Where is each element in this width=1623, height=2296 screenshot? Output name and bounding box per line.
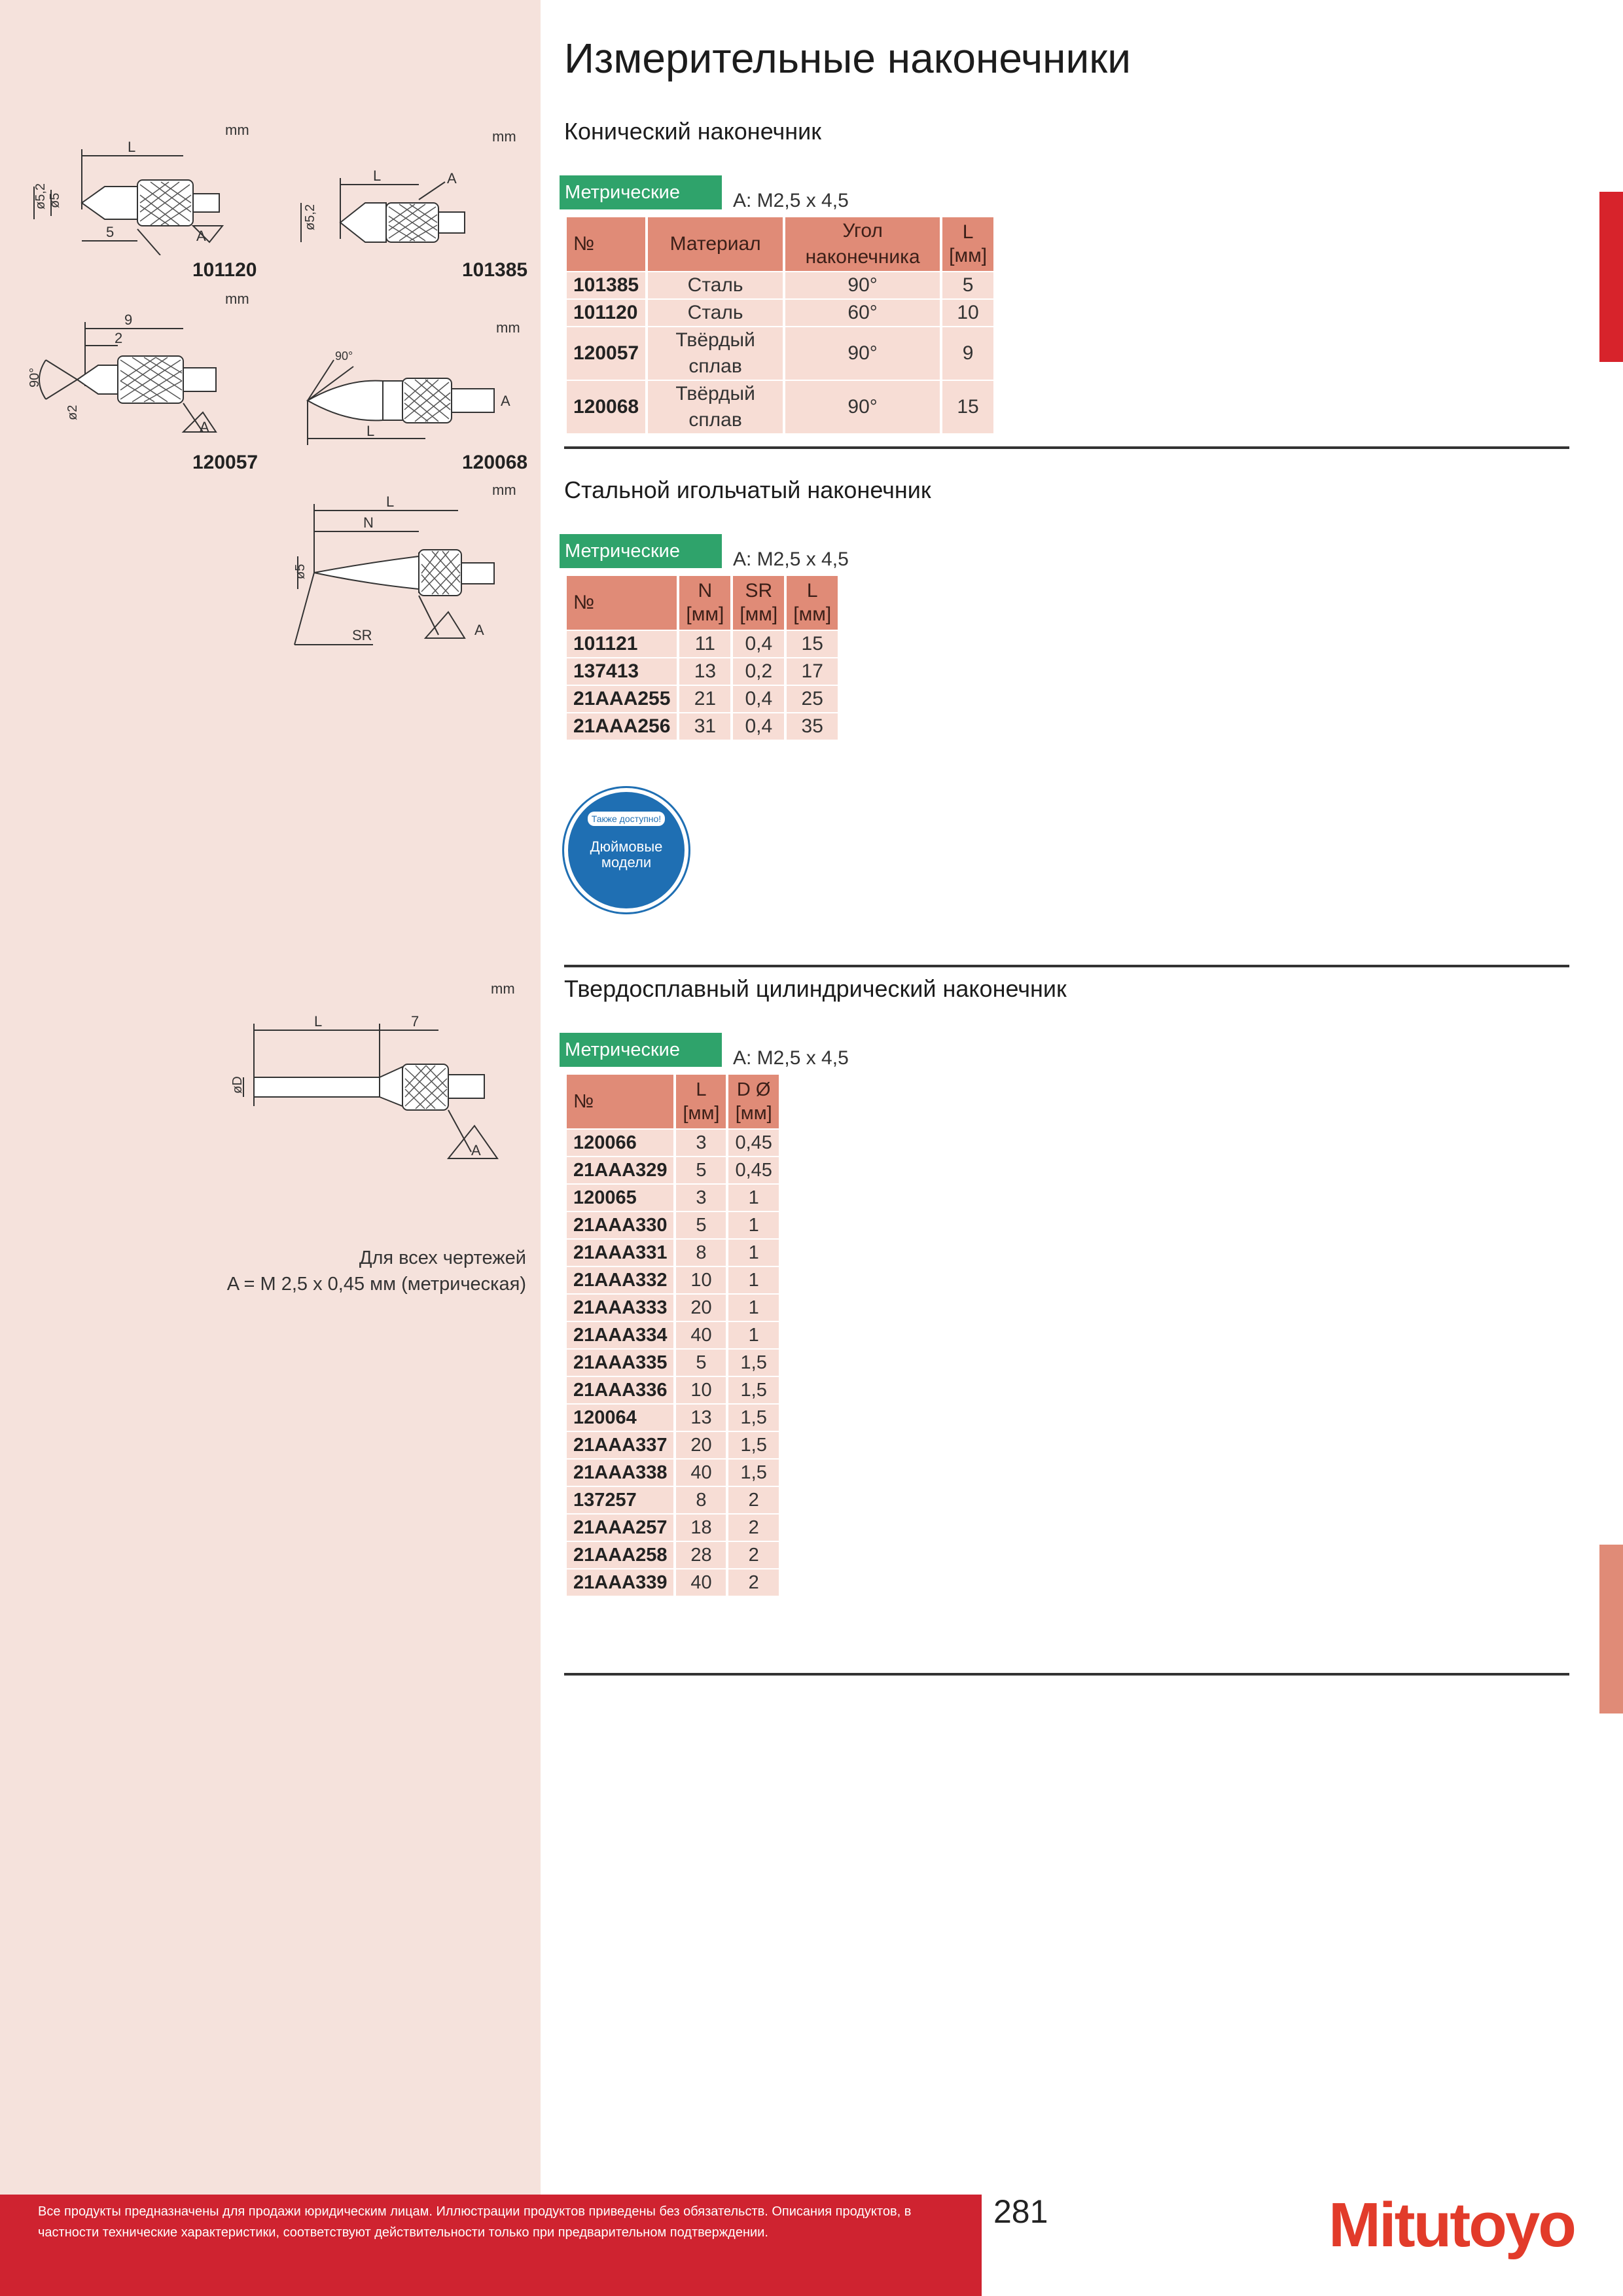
svg-text:90°: 90°	[335, 350, 353, 363]
svg-text:A: A	[501, 393, 510, 409]
unit-label: mm	[492, 128, 516, 145]
col-header: Угол наконечника	[785, 217, 940, 271]
section-title-conical: Конический наконечник	[564, 118, 822, 145]
svg-text:L: L	[386, 493, 395, 510]
col-header: №	[567, 1075, 673, 1128]
figure-number: 120057	[192, 452, 259, 473]
figure-number: 101120	[192, 259, 257, 281]
table-row: 21AAA258 28 2	[567, 1542, 779, 1568]
thread-note: A: M2,5 x 4,5	[733, 548, 849, 570]
table-row: 21AAA337 20 1,5	[567, 1432, 779, 1458]
table-row: 21AAA257 18 2	[567, 1515, 779, 1541]
svg-text:øD: øD	[230, 1076, 245, 1094]
table-row: 120066 3 0,45	[567, 1130, 779, 1156]
svg-text:A: A	[474, 622, 484, 638]
table-row: 137257 8 2	[567, 1487, 779, 1513]
drawing-cylindrical-tip	[209, 1001, 524, 1172]
col-header: L [мм]	[676, 1075, 726, 1128]
table-row: 21AAA332 10 1	[567, 1267, 779, 1293]
table-row: 101121 11 0,4 15	[567, 631, 838, 657]
svg-text:SR: SR	[352, 627, 372, 643]
table-row: 21AAA333 20 1	[567, 1295, 779, 1321]
figure-number: 101385	[462, 259, 528, 281]
metric-badge: Метрические	[560, 534, 722, 568]
col-header: №	[567, 576, 677, 630]
unit-label: mm	[491, 980, 515, 997]
svg-text:ø5: ø5	[48, 192, 62, 208]
col-header: N [мм]	[679, 576, 730, 630]
svg-text:ø2: ø2	[65, 404, 80, 420]
table-row: 21AAA255 21 0,4 25	[567, 686, 838, 712]
svg-text:5: 5	[106, 224, 115, 240]
table-row: 21AAA336 10 1,5	[567, 1377, 779, 1403]
table-header-row	[567, 217, 993, 271]
drawing-120068	[294, 340, 517, 452]
table-row: 120065 3 1	[567, 1185, 779, 1211]
table-cylindrical	[564, 1073, 781, 1597]
chapter-tab	[1599, 1545, 1623, 1713]
chapter-tab-active	[1599, 192, 1623, 362]
brand-logo: Mitutoyo	[1329, 2190, 1575, 2260]
svg-text:A: A	[196, 228, 206, 244]
unit-label: mm	[225, 122, 249, 138]
svg-text:L: L	[373, 168, 382, 184]
svg-text:A: A	[200, 419, 209, 435]
section-divider	[564, 965, 1569, 967]
col-header: L [мм]	[787, 576, 838, 630]
section-divider	[564, 1673, 1569, 1676]
section-title-cylindrical: Твердосплавный цилиндрический наконечник	[564, 975, 1067, 1002]
table-header-row	[567, 1075, 779, 1128]
table-needle	[564, 575, 840, 741]
table-row: 120064 13 1,5	[567, 1405, 779, 1431]
table-header-row	[567, 576, 838, 630]
col-header: №	[567, 217, 645, 271]
table-row: 21AAA256 31 0,4 35	[567, 713, 838, 740]
metric-badge: Метрические	[560, 1033, 722, 1067]
svg-text:9: 9	[124, 312, 133, 328]
unit-label: mm	[225, 291, 249, 307]
unit-label: mm	[492, 482, 516, 498]
table-row: 101385 Сталь 90° 5	[567, 272, 993, 298]
col-header: SR [мм]	[733, 576, 784, 630]
svg-text:L: L	[314, 1013, 323, 1030]
svg-text:A: A	[471, 1142, 481, 1158]
drawing-note: Для всех чертежей A = M 2,5 x 0,45 мм (метрическая)	[226, 1247, 526, 1295]
thread-note: A: M2,5 x 4,5	[733, 190, 849, 211]
table-conical	[564, 216, 996, 435]
table-row: 137413 13 0,2 17	[567, 658, 838, 685]
dim-L: L	[128, 139, 136, 155]
page-title: Измерительные наконечники	[564, 35, 1131, 82]
svg-text:ø5: ø5	[293, 564, 308, 579]
drawing-101120	[20, 137, 236, 255]
inch-models-badge: Также доступно! Дюймовые модели	[564, 788, 688, 912]
col-header: D Ø [мм]	[728, 1075, 778, 1128]
col-header: L [мм]	[942, 217, 993, 271]
table-row: 120057 Твёрдый сплав 90° 9	[567, 327, 993, 380]
svg-text:ø5,2: ø5,2	[33, 183, 48, 209]
table-row: 21AAA331 8 1	[567, 1240, 779, 1266]
svg-text:ø5,2: ø5,2	[303, 204, 317, 230]
table-row: 21AAA335 5 1,5	[567, 1350, 779, 1376]
table-row: 21AAA334 40 1	[567, 1322, 779, 1348]
svg-text:L: L	[366, 423, 375, 439]
section-title-needle: Стальной игольчатый наконечник	[564, 476, 931, 503]
footer-disclaimer: Все продукты предназначены для продажи юридическим лицам. Иллюстрации продуктов приведены без обязательств. Описания продуктов, в частности технические характеристики, соответствуют действительности только при предварительном подтверждении.	[38, 2204, 912, 2240]
table-row: 21AAA338 40 1,5	[567, 1460, 779, 1486]
table-row: 21AAA339 40 2	[567, 1570, 779, 1596]
section-divider	[564, 446, 1569, 449]
svg-text:A: A	[447, 170, 457, 187]
table-row: 101120 Сталь 60° 10	[567, 300, 993, 326]
unit-label: mm	[496, 319, 520, 336]
col-header: Материал	[648, 217, 783, 271]
thread-note: A: M2,5 x 4,5	[733, 1047, 849, 1069]
table-row: 21AAA329 5 0,45	[567, 1157, 779, 1183]
metric-badge: Метрические	[560, 175, 722, 209]
svg-text:90°: 90°	[27, 367, 42, 387]
drawing-101385	[288, 157, 504, 255]
table-row: 21AAA330 5 1	[567, 1212, 779, 1238]
drawing-needle-tip	[275, 491, 524, 655]
svg-text:N: N	[363, 514, 374, 531]
svg-text:2: 2	[115, 330, 123, 346]
table-row: 120068 Твёрдый сплав 90° 15	[567, 381, 993, 433]
svg-text:7: 7	[411, 1013, 419, 1030]
figure-number: 120068	[462, 452, 528, 473]
page-number: 281	[993, 2193, 1048, 2230]
drawing-120057	[20, 308, 236, 452]
